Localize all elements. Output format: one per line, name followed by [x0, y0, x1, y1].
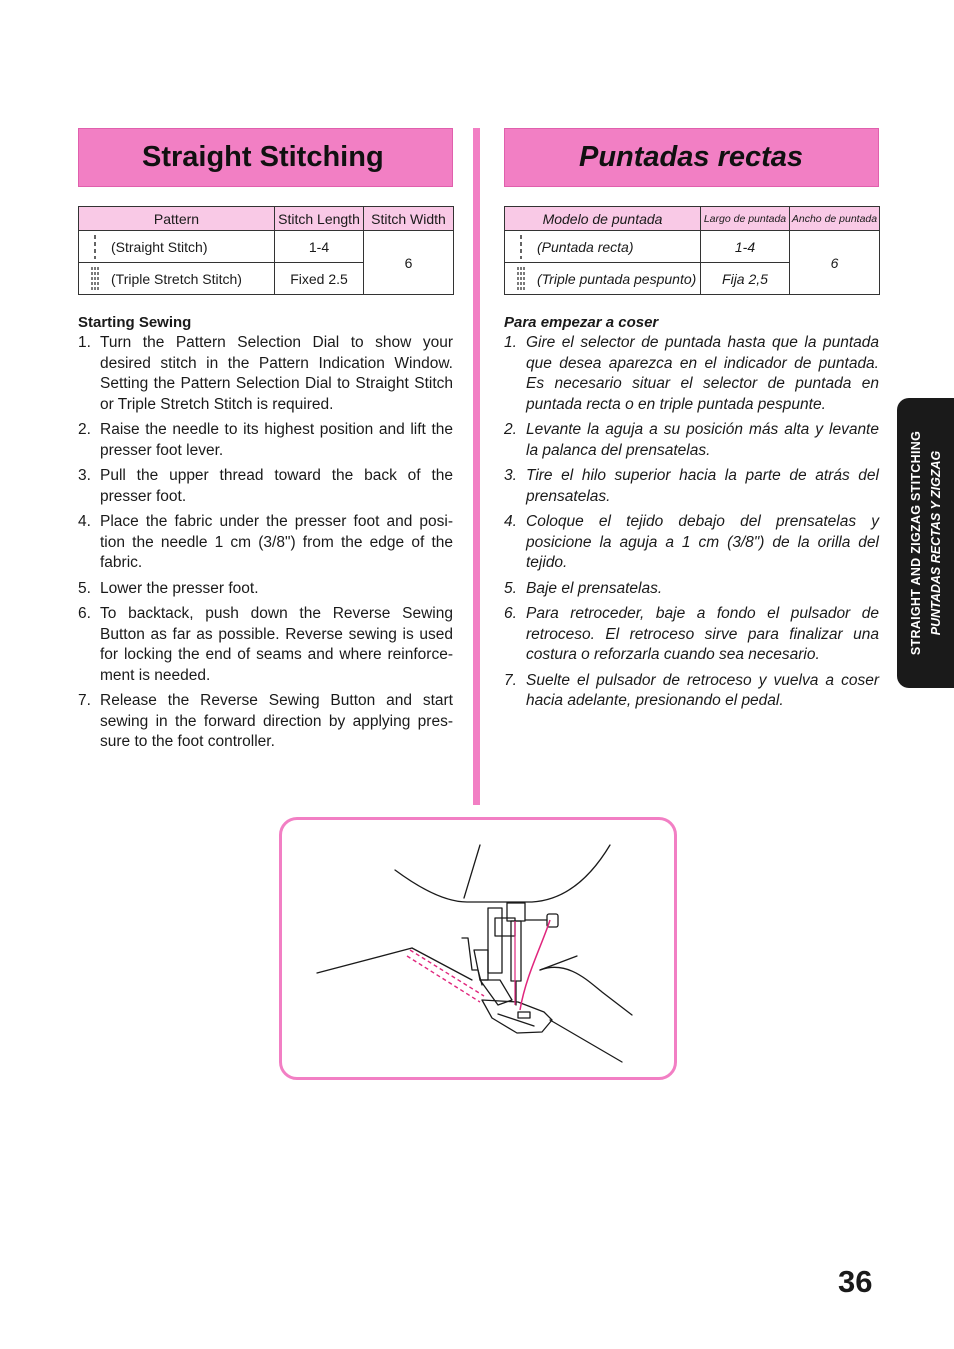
- step-text: Pull the upper thread toward the back of the presser foot.: [100, 467, 453, 505]
- page-title-spanish: Puntadas rectas: [579, 141, 804, 173]
- list-item: [78, 604, 453, 686]
- sewing-machine-illustration: [282, 820, 674, 1077]
- step-text: Tire el hilo superior hacia la parte de atrás del prensatelas.: [526, 467, 879, 505]
- pattern-cell: [79, 231, 275, 263]
- width-cell: 6: [364, 231, 454, 295]
- list-item: [78, 466, 453, 507]
- length-cell: 1-4: [701, 231, 790, 263]
- list-item: [504, 420, 879, 461]
- pattern-name: (Puntada recta): [537, 238, 634, 255]
- step-text: Para retroceder, baje a fondo el pulsador de retroceso. El retroceso sirve para finalizar una costura o reforzarla cuando sea necesario.: [526, 605, 879, 663]
- step-text: Lower the presser foot.: [100, 579, 259, 597]
- step-text: Levante la aguja a su posición más alta y levante la palanca del prensatelas.: [526, 421, 879, 459]
- table-header-length: Largo de puntada: [701, 207, 790, 231]
- step-number: 3.: [504, 467, 517, 484]
- step-number: 3.: [78, 467, 91, 484]
- step-text: Suelte el pulsador de retroceso y vuelva a coser hacia adelante, presionando el pedal.: [526, 671, 879, 709]
- step-number: 6.: [504, 605, 517, 622]
- step-number: 1.: [504, 334, 517, 351]
- list-item: [504, 512, 879, 574]
- length-cell: 1-4: [275, 231, 364, 263]
- step-number: 7.: [78, 692, 91, 709]
- list-item: [504, 671, 879, 712]
- triple-stretch-stitch-icon: [79, 264, 111, 294]
- section-heading-spanish: Para empezar a coser: [504, 314, 659, 331]
- pattern-cell: [505, 231, 701, 263]
- list-item: [504, 604, 879, 666]
- list-item: [504, 579, 879, 600]
- page-number: 36: [838, 1264, 873, 1299]
- table-row: [79, 231, 454, 263]
- step-number: 1.: [78, 334, 91, 351]
- pattern-cell: [505, 263, 701, 295]
- list-item: [78, 420, 453, 461]
- step-text: Gire el selector de puntada hasta que la puntada que desea aparezca en el indicador de puntada. Es necesario situar el selector de puntada en puntada recta o en triple puntada pespunte.: [526, 334, 879, 413]
- step-number: 6.: [78, 605, 91, 622]
- step-number: 5.: [504, 579, 517, 597]
- straight-stitch-icon: [79, 232, 111, 262]
- step-number: 4.: [78, 513, 91, 530]
- triple-stretch-stitch-icon: [505, 264, 537, 294]
- table-header-row: [79, 207, 454, 231]
- chapter-tab-label: STRAIGHT AND ZIGZAG STITCHING: [908, 430, 923, 656]
- title-bar: [78, 128, 453, 187]
- english-column: [78, 128, 453, 753]
- title-bar: [504, 128, 879, 187]
- step-number: 2.: [504, 421, 517, 438]
- table-header-width: Ancho de puntada: [790, 207, 880, 231]
- table-row: [505, 231, 880, 263]
- table-header-width: Stitch Width: [364, 207, 454, 231]
- page-title: Straight Stitching: [142, 141, 384, 173]
- step-text: To backtack, push down the Reverse Sewing Button as far as possible. Reverse sewing is used for locking the end of seams and where reinforce-ment is needed.: [100, 605, 453, 684]
- step-number: 4.: [504, 513, 517, 530]
- spanish-column: [504, 128, 879, 712]
- step-text: Release the Reverse Sewing Button and start sewing in the forward direction by applying pres-sure to the foot controller.: [100, 692, 453, 750]
- step-text: Raise the needle to its highest position and lift the presser foot lever.: [100, 421, 453, 459]
- list-item: [504, 333, 879, 415]
- steps-list-spanish: [504, 333, 879, 712]
- length-cell: Fixed 2.5: [275, 263, 364, 295]
- step-number: 2.: [78, 421, 91, 438]
- step-text: Place the fabric under the presser foot and posi-tion the needle 1 cm (3/8") from the edge of the fabric.: [100, 513, 453, 571]
- list-item: [504, 466, 879, 507]
- list-item: [78, 512, 453, 574]
- width-cell: 6: [790, 231, 880, 295]
- column-divider: [473, 128, 480, 805]
- stitch-settings-table-spanish: [504, 206, 880, 295]
- list-item: [78, 691, 453, 753]
- list-item: [78, 579, 453, 600]
- table-header-pattern: Pattern: [79, 207, 275, 231]
- straight-stitch-icon: [505, 232, 537, 262]
- steps-list: [78, 333, 453, 753]
- pattern-name: (Triple puntada pespunto): [537, 270, 697, 287]
- pattern-name: (Triple Stretch Stitch): [111, 270, 242, 287]
- table-header-row: [505, 207, 880, 231]
- step-number: 7.: [504, 671, 517, 689]
- section-heading: Starting Sewing: [78, 314, 192, 331]
- step-text: Coloque el tejido debajo del prensatelas y posicione la aguja a 1 cm (3/8") de la orilla del tejido.: [526, 513, 879, 571]
- table-header-length: Stitch Length: [275, 207, 364, 231]
- step-text: Turn the Pattern Selection Dial to show your desired stitch in the Pattern Indication Window. Setting the Pattern Selection Dial to Straight Stitch or Triple Stretch Stitch is required.: [100, 334, 453, 413]
- presser-foot-illustration: [279, 817, 677, 1080]
- length-cell: Fija 2,5: [701, 263, 790, 295]
- stitch-settings-table: [78, 206, 454, 295]
- pattern-cell: [79, 263, 275, 295]
- list-item: [78, 333, 453, 415]
- step-number: 5.: [78, 579, 91, 597]
- step-text: Baje el prensatelas.: [526, 579, 663, 597]
- pattern-name: (Straight Stitch): [111, 238, 208, 255]
- table-header-pattern: Modelo de puntada: [505, 207, 701, 231]
- chapter-tab: [897, 398, 954, 688]
- chapter-tab-label-spanish: PUNTADAS RECTAS Y ZIGZAG: [928, 450, 943, 636]
